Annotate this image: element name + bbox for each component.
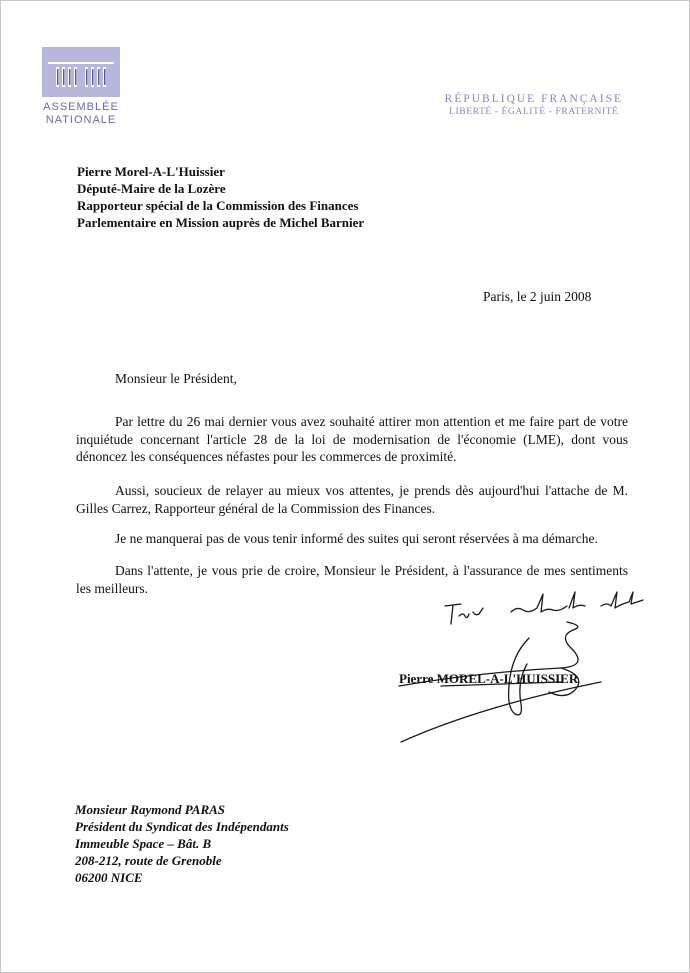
sender-name: Pierre Morel-A-L'Huissier xyxy=(77,164,225,179)
salutation: Monsieur le Président, xyxy=(115,371,237,386)
logo-line-1: ASSEMBLÉE xyxy=(43,101,119,113)
sender-title-3: Parlementaire en Mission auprès de Michel Barnier xyxy=(77,215,365,230)
hemicycle-emblem-icon xyxy=(42,47,120,97)
paragraph-1: Par lettre du 26 mai dernier vous avez souhaité attirer mon attention et me faire part de votre inquiétude concernant l'article 28 de la loi de modernisation de l'économie (LME), dont vous dénoncez les conséquences néfastes pour les commerces de proximité. xyxy=(76,414,628,464)
assemblee-nationale-logo xyxy=(39,47,123,127)
republic-header xyxy=(445,92,623,119)
recipient-street: 208-212, route de Grenoble xyxy=(75,853,222,868)
recipient-name: Monsieur Raymond PARAS xyxy=(75,802,226,817)
recipient-address-block xyxy=(75,801,289,886)
paragraph-4: Dans l'attente, je vous prie de croire, Monsieur le Président, à l'assurance de mes sentiments les meilleurs. xyxy=(76,563,628,596)
republic-motto: LIBERTÉ - ÉGALITÉ - FRATERNITÉ xyxy=(449,107,619,117)
republic-title: RÉPUBLIQUE FRANÇAISE xyxy=(444,93,623,105)
logo-line-2: NATIONALE xyxy=(45,114,117,126)
recipient-city: 06200 NICE xyxy=(75,870,143,885)
paragraph-3: Je ne manquerai pas de vous tenir informé des suites qui seront réservées à ma démarche. xyxy=(115,531,598,546)
recipient-building: Immeuble Space – Bât. B xyxy=(75,836,212,851)
sender-title-1: Député-Maire de la Lozère xyxy=(77,181,226,196)
paragraph-2: Aussi, soucieux de relayer au mieux vos attentes, je prends dès aujourd'hui l'attache de M. Gilles Carrez, Rapporteur général de la Commission des Finances. xyxy=(76,483,628,516)
sender-block xyxy=(77,163,364,231)
handwritten-signature xyxy=(361,586,661,746)
letter-date: Paris, le 2 juin 2008 xyxy=(483,289,592,304)
signatory-name: Pierre MOREL-A-L'HUISSIER xyxy=(399,671,579,686)
sender-title-2: Rapporteur spécial de la Commission des Finances xyxy=(77,198,359,213)
recipient-title: Président du Syndicat des Indépendants xyxy=(75,819,289,834)
